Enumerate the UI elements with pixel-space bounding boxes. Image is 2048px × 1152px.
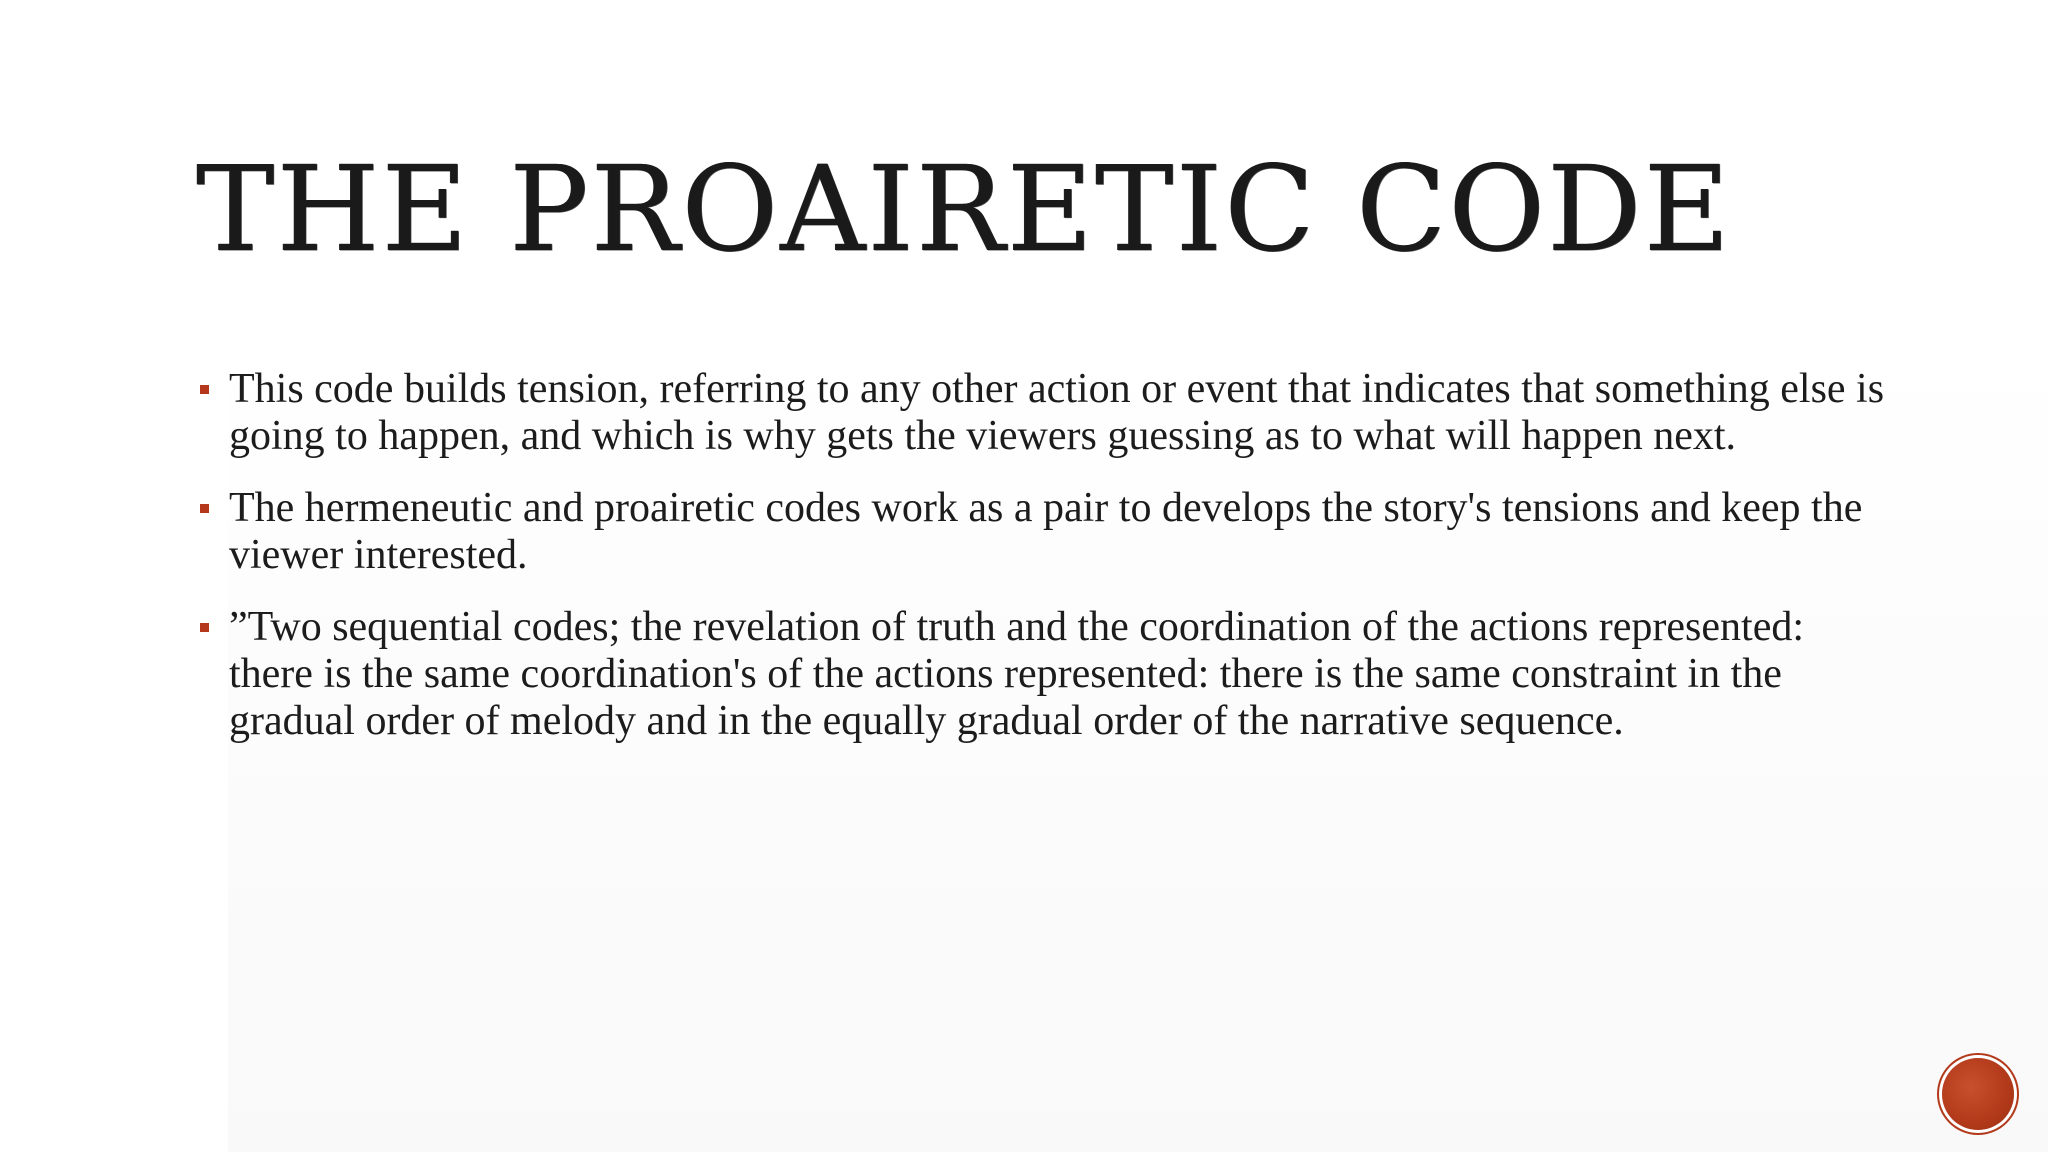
- square-bullet-icon: [200, 504, 209, 513]
- square-bullet-icon: [200, 623, 209, 632]
- bullet-text: ”Two sequential codes; the revelation of truth and the coordination of the actions represented: there is the same coordination's of the actions represented: there is the same constraint in the gradual order of melody and in the equally gradual order of the narrative sequence.: [229, 604, 1805, 744]
- bullet-item: [196, 604, 1886, 745]
- bullet-item: [196, 366, 1886, 460]
- bullet-list: [196, 366, 1886, 770]
- bullet-item: [196, 485, 1886, 579]
- bullet-text: The hermeneutic and proairetic codes work as a pair to develops the story's tensions and keep the viewer interested.: [229, 485, 1863, 578]
- bullet-text: This code builds tension, referring to any other action or event that indicates that something else is going to happen, and which is why gets the viewers guessing as to what will happen next.: [229, 366, 1885, 459]
- circle-button-icon[interactable]: [1942, 1058, 2014, 1130]
- square-bullet-icon: [200, 385, 209, 394]
- slide-title: THE PROAIRETIC CODE: [196, 140, 1732, 278]
